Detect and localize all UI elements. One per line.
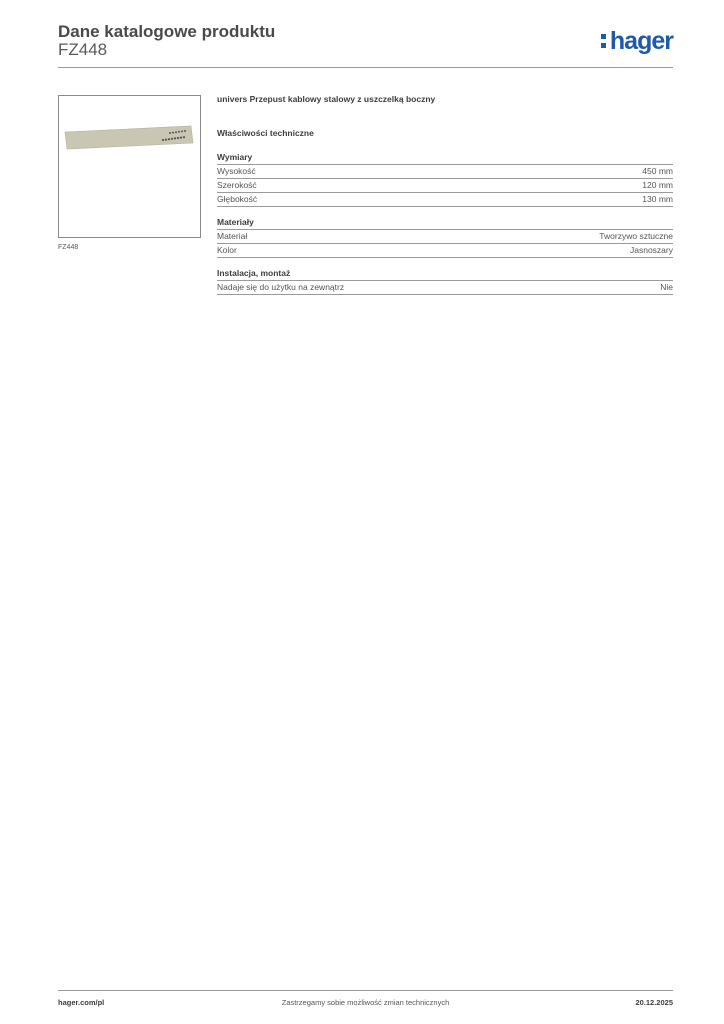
spec-label: Nadaje się do użytku na zewnątrz: [217, 282, 345, 292]
spec-value: 120 mm: [642, 180, 673, 190]
section-title: Instalacja, montaż: [217, 268, 673, 281]
page-footer: [58, 998, 673, 1010]
footer-website-link[interactable]: hager.com/pl: [58, 998, 105, 1007]
spec-label: Materiał: [217, 231, 248, 241]
cable-gland-plate: [65, 126, 193, 149]
spec-value: Jasnoszary: [630, 245, 673, 255]
product-image: [59, 96, 200, 237]
section-title: Materiały: [217, 217, 673, 230]
spec-row: [217, 179, 673, 193]
product-description: univers Przepust kablowy stalowy z uszczelką boczny: [217, 94, 436, 104]
spec-label: Kolor: [217, 245, 237, 255]
spec-row: [217, 230, 673, 244]
section-title: Wymiary: [217, 152, 673, 165]
image-caption: FZ448: [58, 244, 79, 251]
product-image-frame: [58, 95, 201, 238]
spec-label: Wysokość: [217, 166, 256, 176]
spec-row: [217, 244, 673, 258]
section-dimensions: [217, 152, 673, 207]
spec-row: [217, 281, 673, 295]
section-materials: [217, 217, 673, 258]
spec-value: 130 mm: [642, 194, 673, 204]
spec-label: Głębokość: [217, 194, 258, 204]
footer-notice: Zastrzegamy sobie możliwość zmian technicznych: [281, 998, 450, 1007]
page-header: [58, 20, 673, 68]
spec-value: 450 mm: [642, 166, 673, 176]
spec-value: Tworzywo sztuczne: [599, 231, 673, 241]
tech-properties-heading: Właściwości techniczne: [217, 128, 314, 138]
spec-label: Szerokość: [217, 180, 257, 190]
spec-row: [217, 165, 673, 179]
document-title: Dane katalogowe produktu: [58, 22, 276, 41]
footer-divider: [58, 990, 673, 991]
footer-date: 20.12.2025: [635, 998, 673, 1007]
spec-row: [217, 193, 673, 207]
hager-logo: [601, 26, 673, 56]
logo-dots-icon: [601, 32, 608, 50]
header-divider: [58, 67, 673, 68]
section-installation: [217, 268, 673, 295]
product-details: [217, 92, 673, 295]
logo-text: hager: [609, 27, 673, 55]
spec-value: Nie: [660, 282, 673, 292]
product-code: FZ448: [58, 40, 108, 59]
